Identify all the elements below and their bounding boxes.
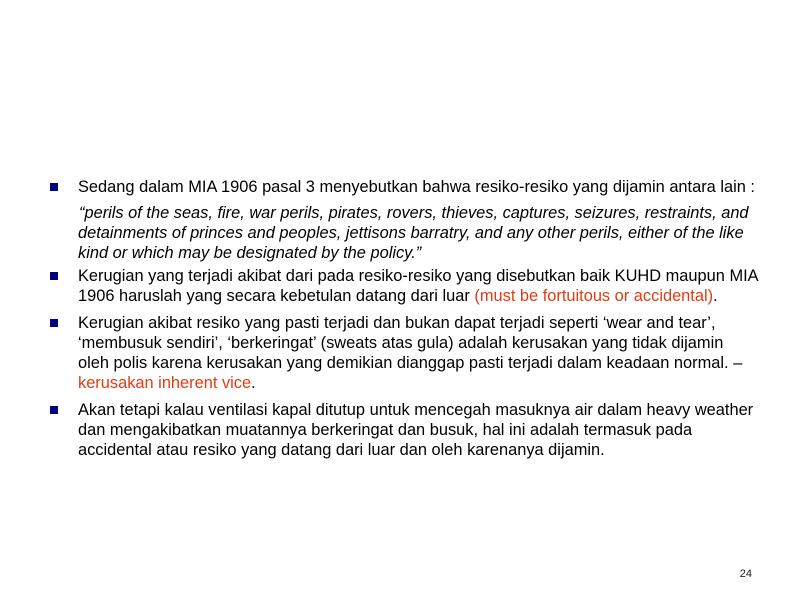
bullet-item-1 — [48, 177, 758, 197]
square-bullet-icon — [50, 319, 58, 327]
bullet-text-1: Sedang dalam MIA 1906 pasal 3 menyebutkan bahwa resiko-resiko yang dijamin antara lain : — [78, 178, 755, 196]
bullet-item-4 — [48, 400, 758, 460]
square-bullet-icon — [50, 272, 58, 280]
quote-text: “perils of the seas, fire, war perils, pirates, rovers, thieves, captures, seizures, restraints, and detainments of princes and peoples, jettisons barratry, and any other perils, either of the like kind or which may be designated by the policy.” — [78, 204, 749, 262]
bullet-text-4: Akan tetapi kalau ventilasi kapal ditutup untuk mencegah masuknya air dalam heavy weather dan mengakibatkan muatannya berkeringat dan busuk, hal ini adalah termasuk pada accidental atau resiko yang datang dari luar dan oleh karenanya dijamin. — [78, 401, 754, 459]
bullet-item-3 — [48, 313, 758, 393]
bullet-item-2 — [48, 266, 758, 306]
highlight-fortuitous: (must be fortuitous or accidental) — [474, 287, 714, 305]
bullet-suffix-3: . — [251, 374, 256, 392]
quoted-perils — [48, 203, 758, 263]
bullet-text-3: Kerugian akibat resiko yang pasti terjadi dan bukan dapat terjadi seperti ‘wear and tear’, ‘membusuk sendiri’, ‘berkeringat’ (sweats atas gula) adalah kerusakan yang tidak dijamin oleh polis karena kerusakan yang demikian dianggap pasti terjadi dalam keadaan normal. – — [78, 314, 743, 372]
slide-content — [48, 177, 758, 467]
bullet-suffix-2: . — [713, 287, 718, 305]
bullet-text-2: Kerugian yang terjadi akibat dari pada resiko-resiko yang disebutkan baik KUHD maupun MIA 1906 haruslah yang secara kebetulan datang dari luar — [78, 267, 758, 305]
highlight-inherent-vice: kerusakan inherent vice — [78, 374, 252, 392]
square-bullet-icon — [50, 183, 58, 191]
square-bullet-icon — [50, 406, 58, 414]
page-number: 24 — [739, 568, 752, 580]
